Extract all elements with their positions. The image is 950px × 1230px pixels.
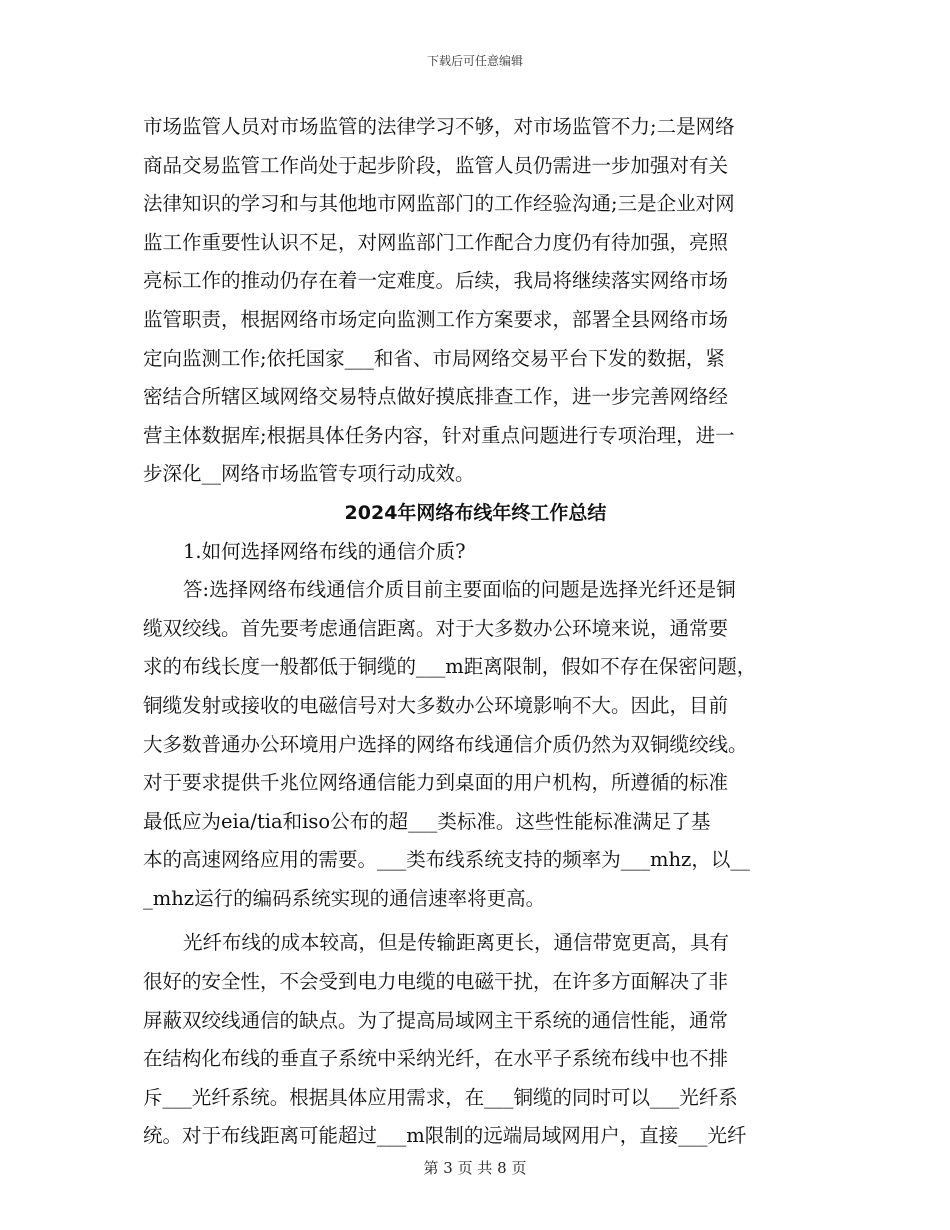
paragraph-answer <box>143 571 808 918</box>
text-line: 营主体数据库;根据具体任务内容，针对重点问题进行专项治理，进一 <box>143 423 735 447</box>
page-number: 第 3 页 共 8 页 <box>423 1159 527 1177</box>
text-line: 监工作重要性认识不足，对网监部门工作配合力度仍有待加强，亮照 <box>143 230 729 254</box>
text-line: _mhz运行的编码系统实现的通信速率将更高。 <box>143 886 546 910</box>
text-line: 屏蔽双绞线通信的缺点。为了提高局域网主干系统的通信性能，通常 <box>143 1008 729 1032</box>
text-line: 斥___光纤系统。根据具体应用需求，在___铜缆的同时可以___光纤系 <box>143 1085 738 1109</box>
text-line: 在结构化布线的垂直子系统中采纳光纤，在水平子系统布线中也不排 <box>143 1047 729 1071</box>
text-line: 市场监管人员对市场监管的法律学习不够，对市场监管不力;二是网络 <box>143 115 735 138</box>
document-body <box>143 108 808 1156</box>
text-line: 答:选择网络布线通信介质目前主要面临的问题是选择光纤还是铜 <box>183 578 736 602</box>
text-line: 商品交易监管工作尚处于起步阶段，监管人员仍需进一步加强对有关 <box>143 153 729 177</box>
text-line: 对于要求提供千兆位网络通信能力到桌面的用户机构，所遵循的标准 <box>143 771 729 795</box>
paragraph-fiber <box>143 924 808 1156</box>
page-header: 下载后可任意编辑 <box>426 54 523 68</box>
text-line: 监管职责，根据网络市场定向监测工作方案要求，部署全县网络市场 <box>143 307 729 331</box>
text-line: 缆双绞线。首先要考虑通信距离。对于大多数办公环境来说，通常要 <box>143 616 729 640</box>
text-line: 步深化__网络市场监管专项行动成效。 <box>143 462 475 486</box>
text-line: 求的布线长度一般都低于铜缆的___m距离限制，假如不存在保密问题， <box>143 655 757 679</box>
text-line: 很好的安全性，不会受到电力电缆的电磁干扰，在许多方面解决了非 <box>143 970 729 994</box>
text-line: 铜缆发射或接收的电磁信号对大多数办公环境影响不大。因此，目前 <box>143 693 729 717</box>
text-line: 大多数普通办公环境用户选择的网络布线通信介质仍然为双铜缆绞线。 <box>143 732 748 756</box>
document-title: 2024年网络布线年终工作总结 <box>344 501 607 524</box>
text-line: 定向监测工作;依托国家___和省、市局网络交易平台下发的数据，紧 <box>143 346 725 370</box>
text-line: 光纤布线的成本较高，但是传输距离更长，通信带宽更高，具有 <box>183 931 730 955</box>
text-line: 本的高速网络应用的需要。___类布线系统支持的频率为___mhz，以__ <box>143 848 750 872</box>
text-line: 最低应为eia/tia和iso公布的超___类标准。这些性能标准满足了基 <box>143 809 711 833</box>
text-line: 法律知识的学习和与其他地市网监部门的工作经验沟通;三是企业对网 <box>143 192 735 216</box>
text-line: 密结合所辖区域网络交易特点做好摸底排查工作，进一步完善网络经 <box>143 385 729 409</box>
paragraph-market-supervision <box>143 108 808 494</box>
question-heading: 1.如何选择网络布线的通信介质? <box>183 539 466 563</box>
text-line: 亮标工作的推动仍存在着一定难度。后续，我局将继续落实网络市场 <box>143 269 729 293</box>
text-line: 统。对于布线距离可能超过___m限制的远端局域网用户，直接___光纤 <box>143 1124 747 1148</box>
